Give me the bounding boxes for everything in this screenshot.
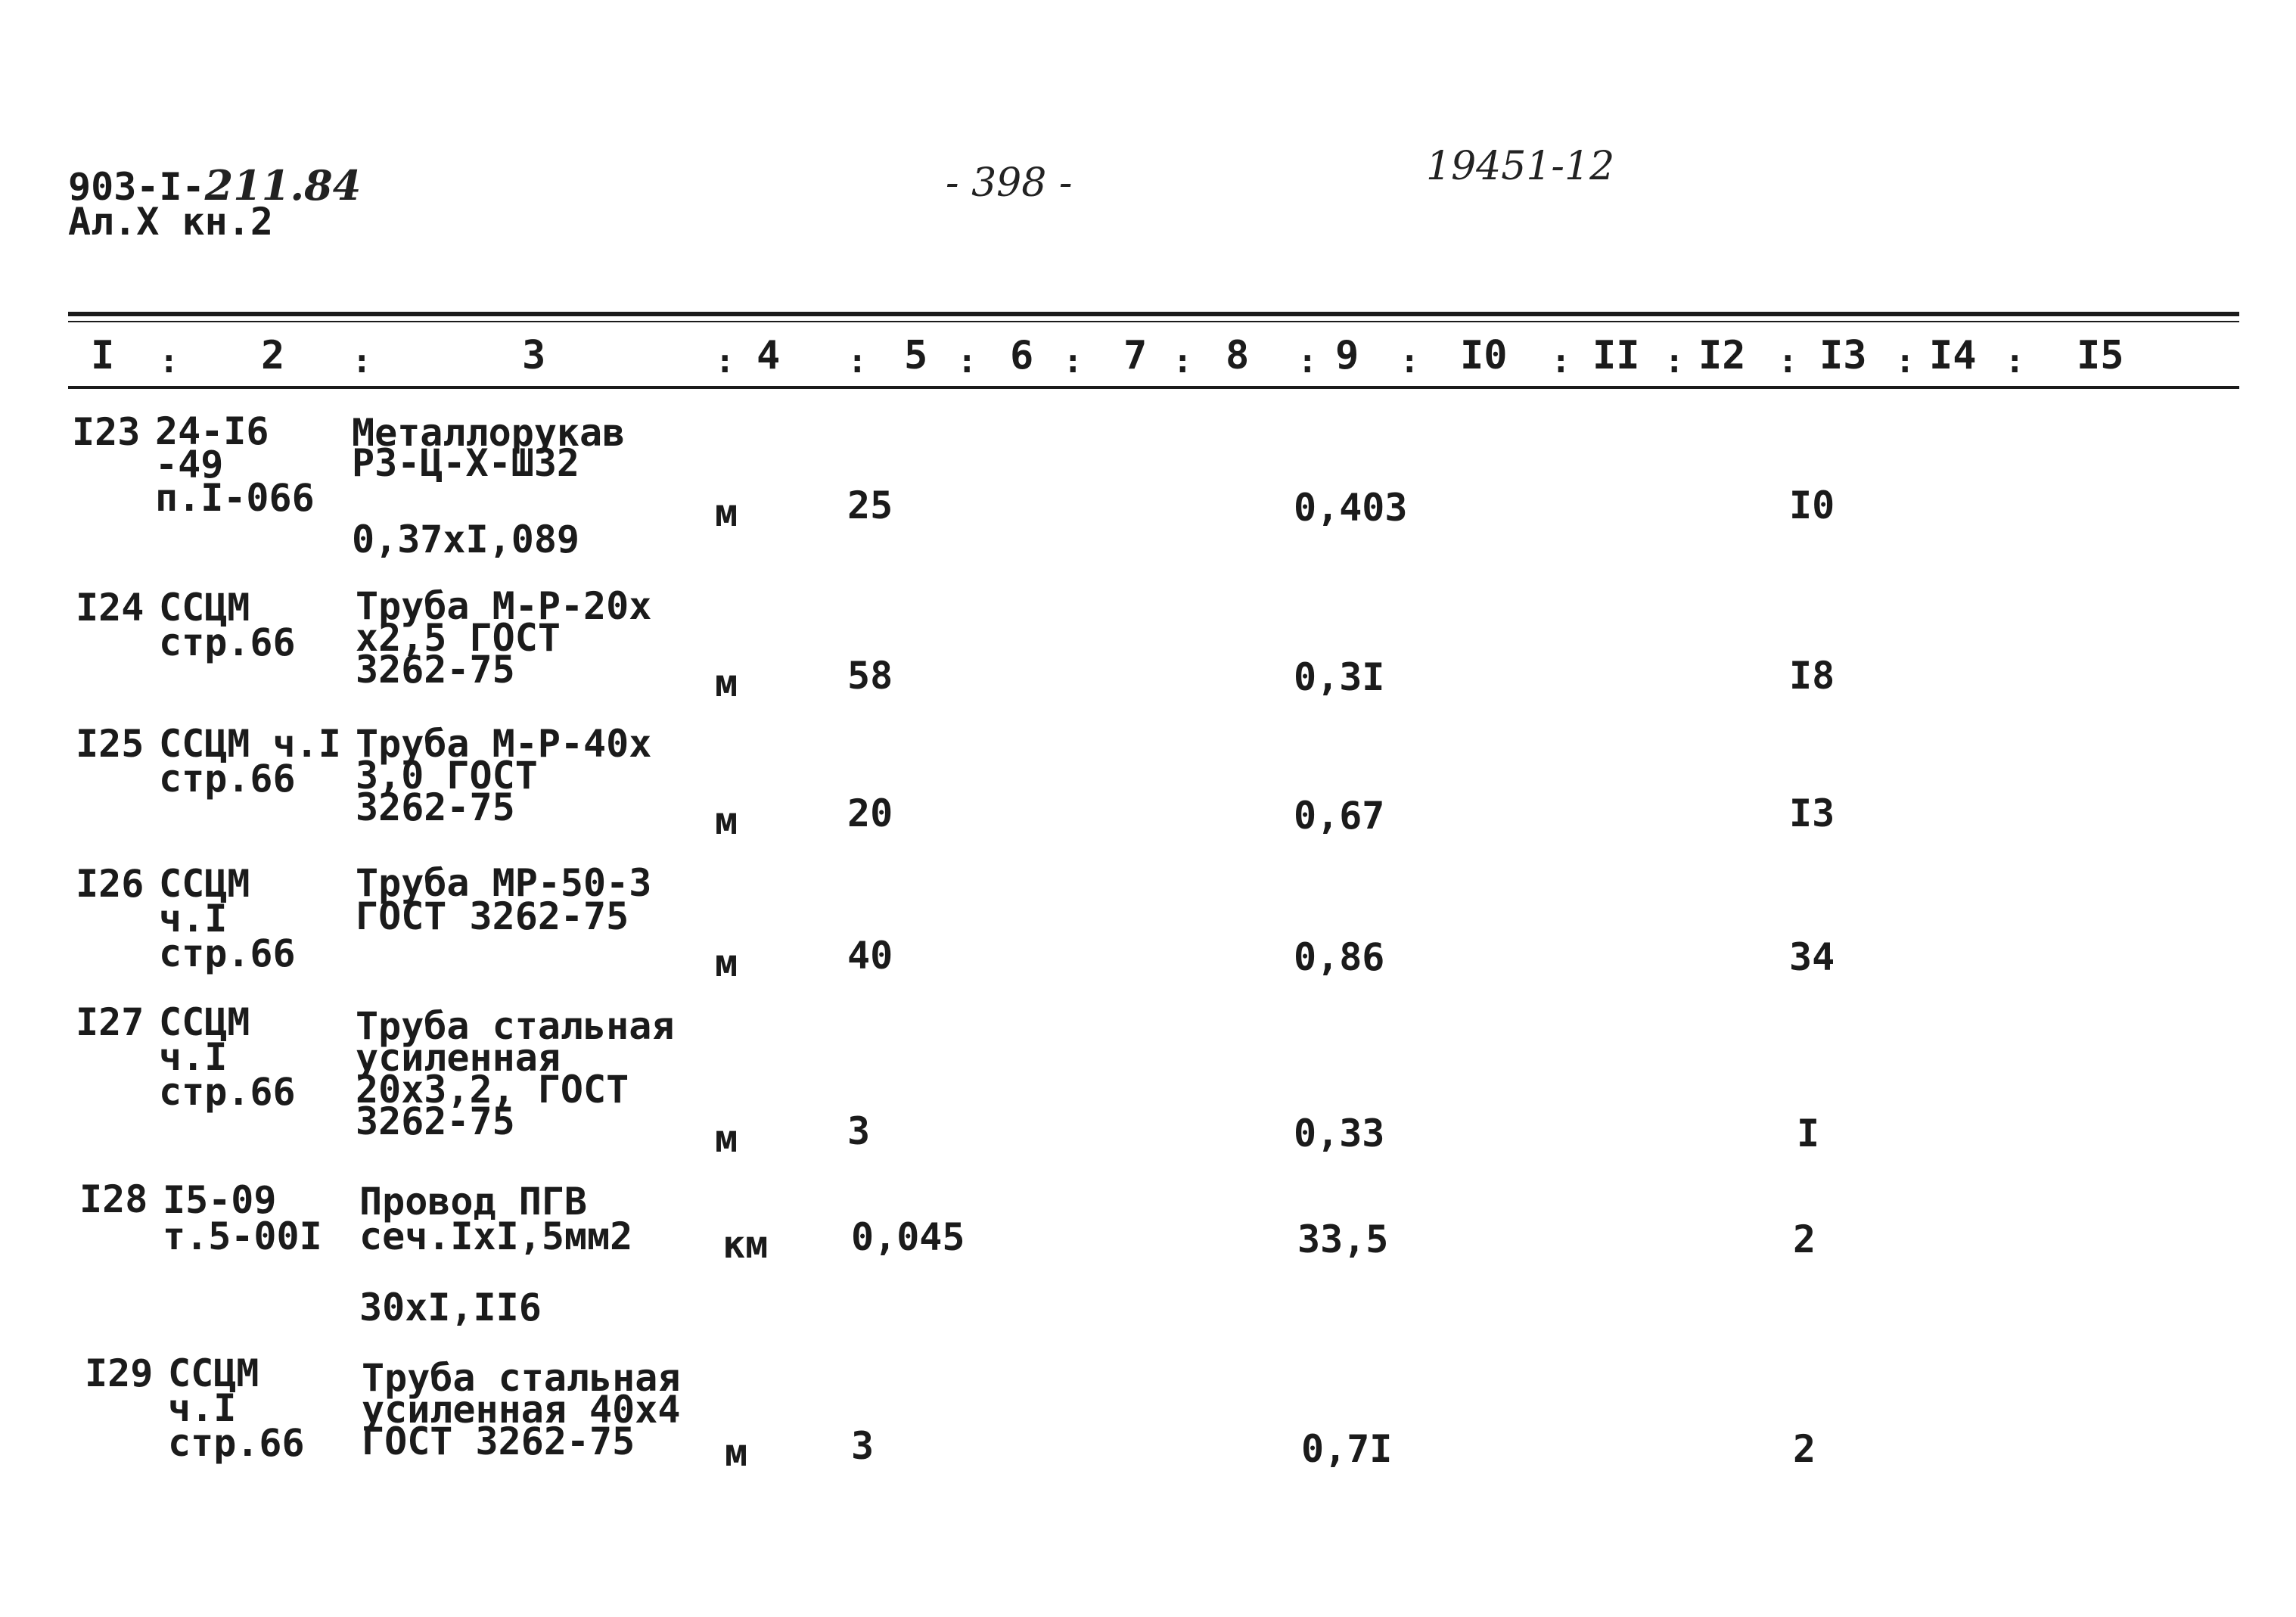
col-separator: :: [1297, 342, 1318, 381]
row-reference: ССЦМ ч.I стр.66: [159, 722, 341, 801]
col-header-7: 7: [1123, 333, 1148, 378]
row-quantity: 3: [847, 1109, 871, 1153]
col-header-14: I4: [1929, 333, 1977, 378]
row-description: Провод ПГВ сеч.IхI,5мм2: [359, 1180, 633, 1258]
row-reference: ССЦМ ч.I стр.66: [168, 1351, 305, 1465]
row-reference: ССЦМ ч.I стр.66: [159, 1000, 296, 1114]
row-description: Металлорукав РЗ-Ц-Х-Ш32: [352, 411, 626, 485]
col-header-3: 3: [522, 333, 546, 378]
row-unit: м: [715, 941, 738, 985]
row-reference: 24-I6 -49 п.I-066: [155, 409, 315, 520]
col-separator: :: [1664, 342, 1685, 381]
col-header-4: 4: [757, 333, 781, 378]
col-header-15: I5: [2077, 333, 2124, 378]
row-col9-value: 33,5: [1297, 1217, 1389, 1261]
col-header-2: 2: [261, 333, 285, 378]
row-col9-value: 0,33: [1294, 1112, 1385, 1155]
col-separator: :: [847, 342, 868, 381]
col-separator: :: [159, 342, 179, 381]
row-col9-value: 0,7I: [1301, 1427, 1393, 1471]
table-top-rule-thin: [68, 321, 2239, 322]
row-reference: ССЦМ ч.I стр.66: [159, 862, 296, 975]
row-number: I28: [79, 1177, 148, 1221]
col-separator: :: [1400, 342, 1420, 381]
document-code-handwritten: 211.84: [204, 161, 362, 210]
row-number: I27: [76, 1000, 144, 1044]
col-separator: :: [715, 342, 735, 381]
row-col13-value: I0: [1789, 484, 1835, 527]
row-col13-value: 2: [1793, 1217, 1816, 1261]
row-number: I24: [76, 586, 144, 630]
row-dimension: 30хI,II6: [359, 1286, 542, 1329]
row-unit: м: [715, 1117, 738, 1161]
row-description: Труба М-Р-20х х2,5 ГОСТ 3262-75: [356, 584, 652, 692]
album-label: Ал.Х кн.2: [68, 200, 273, 244]
header-bottom-rule: [68, 386, 2239, 389]
col-header-6: 6: [1010, 333, 1034, 378]
col-header-11: II: [1592, 333, 1640, 378]
document-code: [68, 161, 362, 210]
row-number: I26: [76, 862, 144, 906]
row-quantity: 3: [851, 1424, 875, 1468]
col-separator: :: [1173, 342, 1193, 381]
row-col9-value: 0,403: [1294, 486, 1408, 530]
col-header-12: I2: [1698, 333, 1746, 378]
row-col13-value: I8: [1789, 654, 1835, 698]
row-unit: м: [725, 1431, 748, 1475]
archive-number: 19451-12: [1426, 144, 1615, 189]
row-description: Труба стальная усиленная 40х4 ГОСТ 3262-75: [362, 1356, 681, 1463]
row-col13-value: 34: [1789, 935, 1835, 979]
row-description: Труба М-Р-40х 3,0 ГОСТ 3262-75: [356, 722, 652, 829]
document-code-prefix: 903-I-: [68, 165, 205, 209]
col-header-9: 9: [1335, 333, 1359, 378]
col-separator: :: [2005, 342, 2025, 381]
row-description: Труба стальная усиленная 20х3,2, ГОСТ 3262-75: [356, 1004, 675, 1143]
col-separator: :: [352, 342, 372, 381]
row-quantity: 20: [847, 791, 893, 835]
col-header-1: I: [91, 333, 115, 378]
page-number: - 398 -: [946, 160, 1073, 206]
table-top-rule: [68, 312, 2239, 316]
row-col9-value: 0,3I: [1294, 655, 1385, 699]
col-separator: :: [1063, 342, 1083, 381]
col-header-8: 8: [1226, 333, 1250, 378]
row-unit: м: [715, 491, 738, 535]
row-quantity: 40: [847, 934, 893, 978]
row-number: I25: [76, 722, 144, 766]
row-reference: I5-09 т.5-00I: [163, 1178, 322, 1258]
row-dimension: 0,37xI,089: [352, 518, 580, 561]
row-col13-value: I: [1797, 1112, 1820, 1155]
row-unit: км: [722, 1223, 769, 1267]
col-separator: :: [957, 342, 977, 381]
row-number: I23: [72, 410, 141, 454]
col-header-13: I3: [1819, 333, 1867, 378]
row-col9-value: 0,86: [1294, 935, 1385, 979]
row-reference: ССЦМ стр.66: [159, 586, 296, 664]
row-col13-value: 2: [1793, 1427, 1816, 1471]
row-number: I29: [85, 1351, 154, 1395]
row-col13-value: I3: [1789, 791, 1835, 835]
col-separator: :: [1551, 342, 1571, 381]
col-header-10: I0: [1460, 333, 1508, 378]
row-col9-value: 0,67: [1294, 794, 1385, 838]
row-unit: м: [715, 799, 738, 843]
col-separator: :: [1778, 342, 1798, 381]
row-quantity: 0,045: [851, 1215, 965, 1259]
row-quantity: 58: [847, 654, 893, 698]
row-quantity: 25: [847, 484, 893, 527]
col-separator: :: [1895, 342, 1915, 381]
col-header-5: 5: [904, 333, 928, 378]
row-unit: м: [715, 661, 738, 705]
row-description: Труба МР-50-3 ГОСТ 3262-75: [356, 861, 652, 938]
